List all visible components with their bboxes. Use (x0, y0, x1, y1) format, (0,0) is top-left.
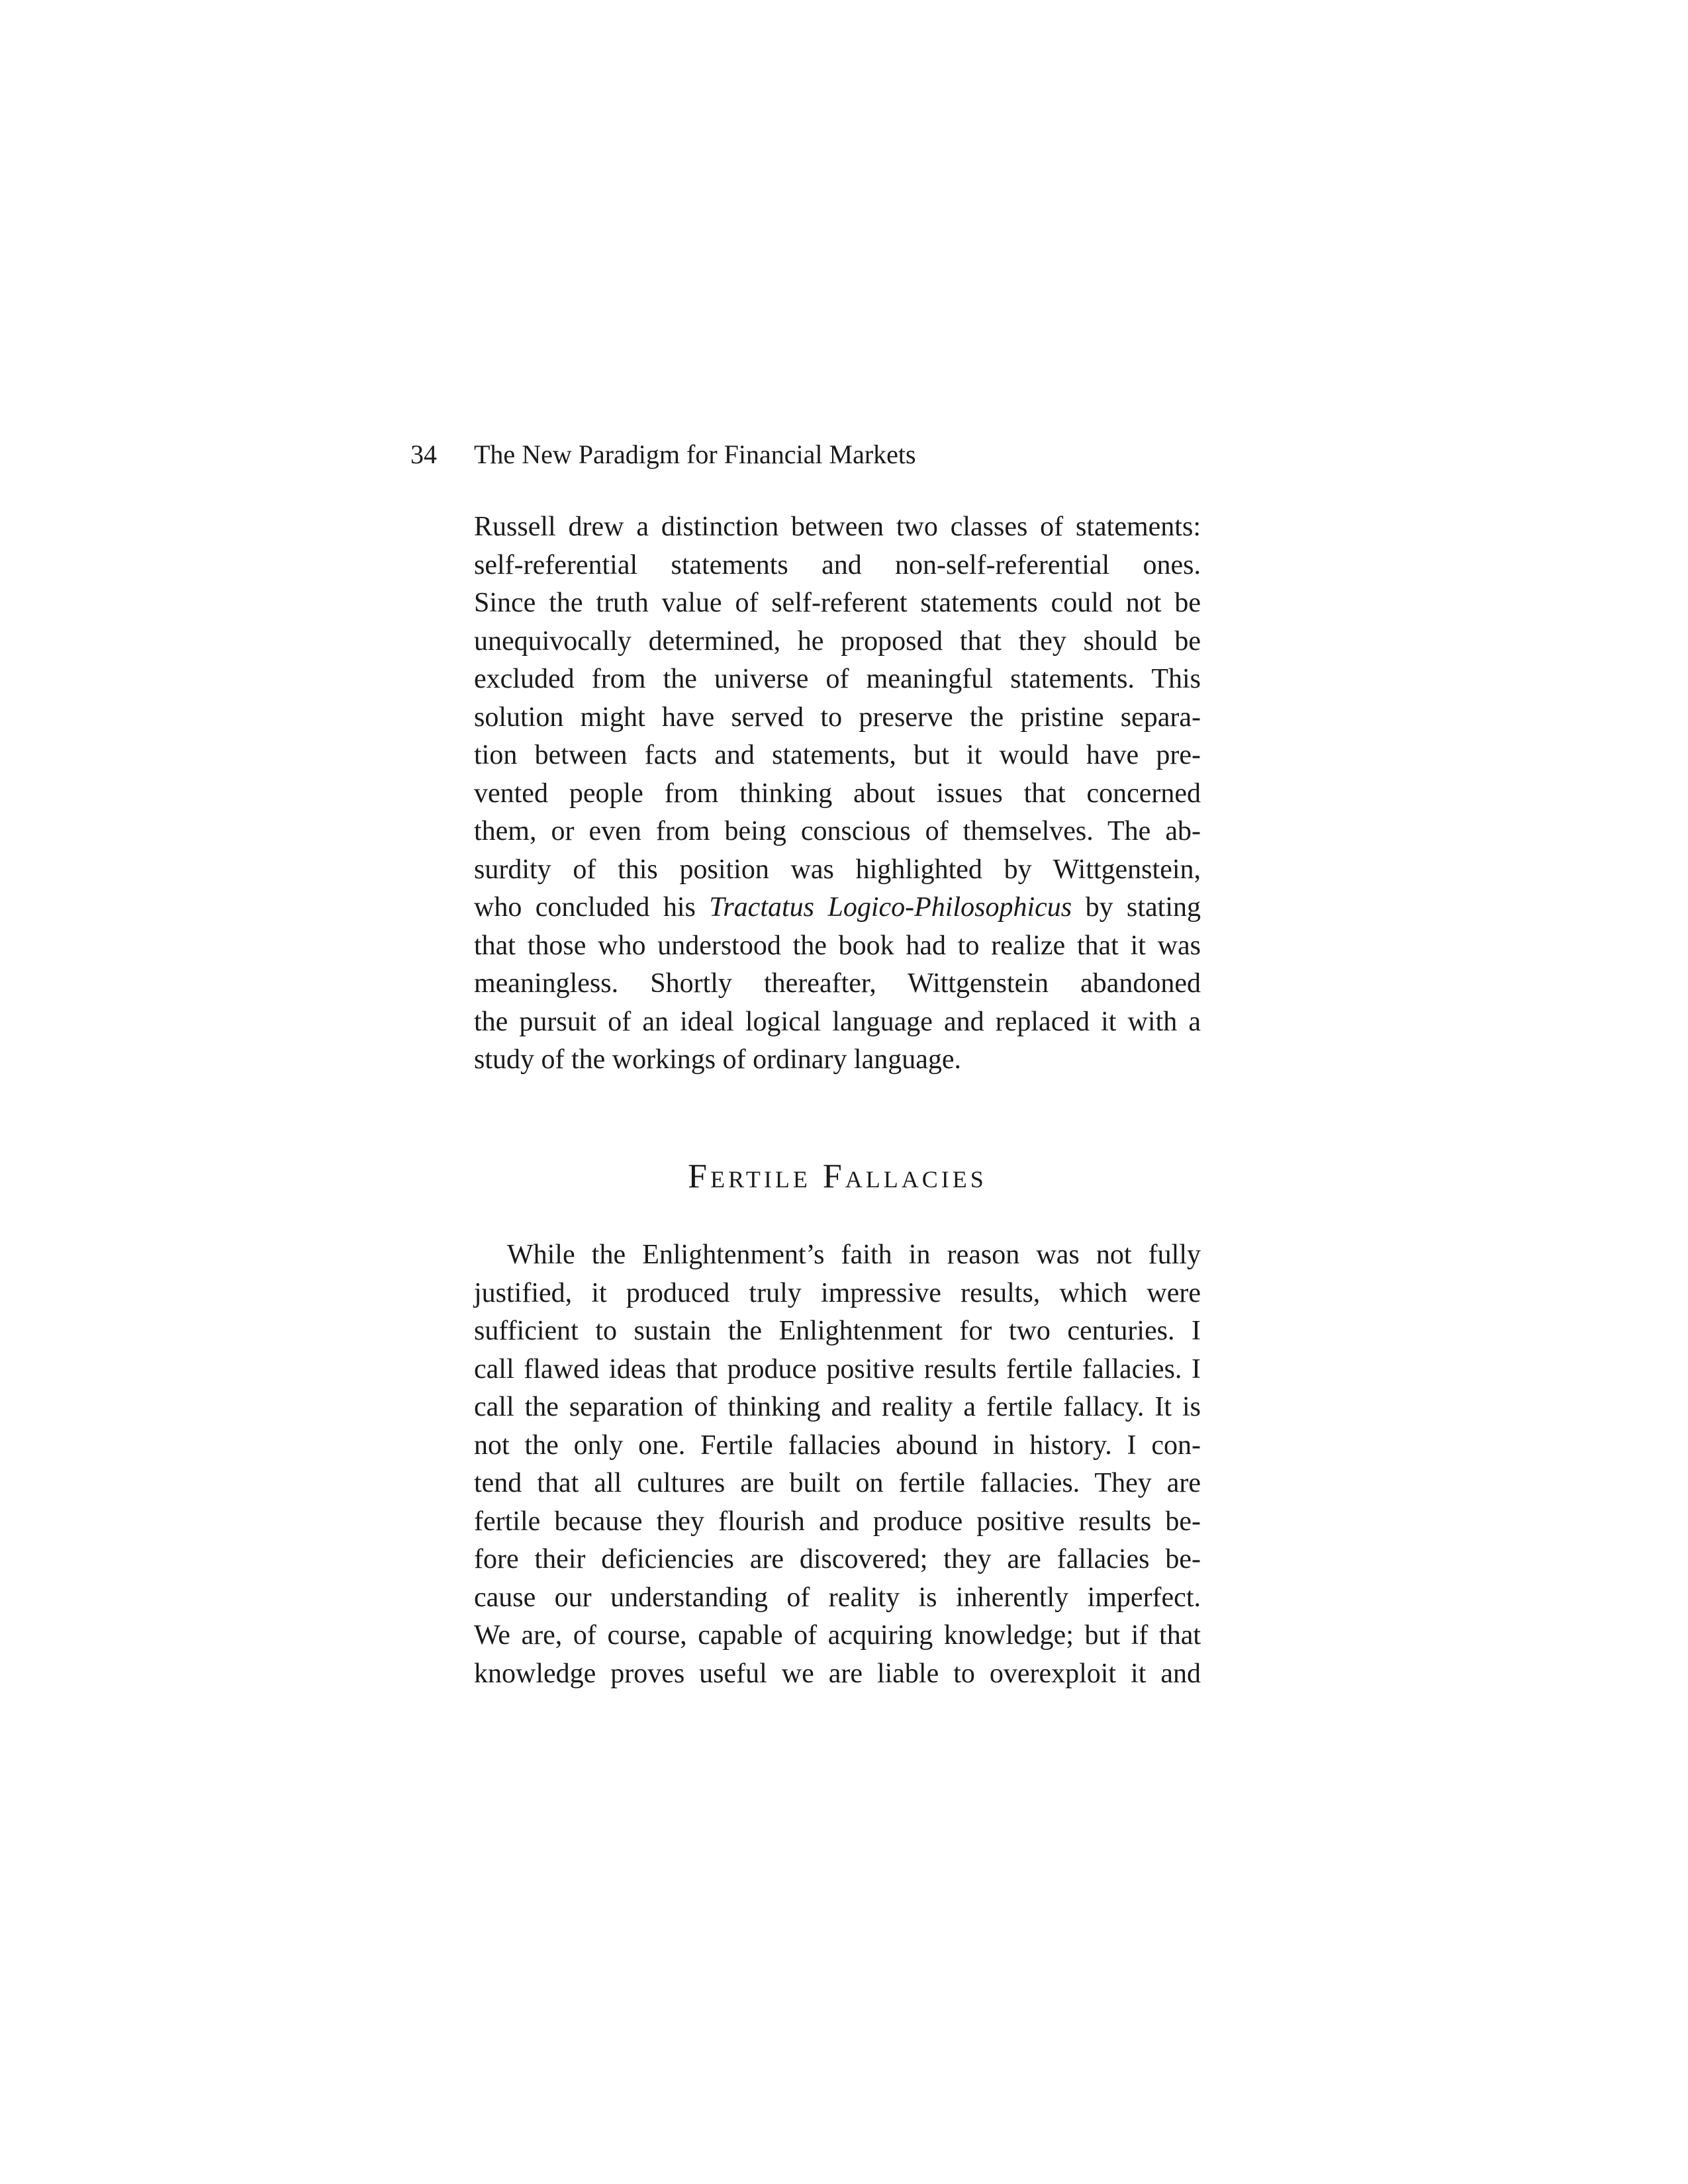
text-line: tend that all cultures are built on fertile fallacies. They are (474, 1468, 1201, 1498)
book-title: The New Paradigm for Financial Markets (474, 439, 916, 469)
text-line: them, or even from being conscious of themselves. The ab- (474, 816, 1201, 846)
text-line: meaningless. Shortly thereafter, Wittgenstein abandoned (474, 968, 1201, 999)
text-line: self-referential statements and non-self-referential ones. (474, 549, 1201, 580)
text-line: not the only one. Fertile fallacies abound in history. I con- (474, 1430, 1201, 1461)
text-line: that those who understood the book had to realize that it was (474, 930, 1201, 961)
text-fragment: who concluded his (474, 892, 696, 923)
text-line: solution might have served to preserve the pristine separa- (474, 702, 1201, 733)
text-line: surdity of this position was highlighted by Wittgenstein, (474, 854, 1201, 885)
text-fragment: by stating (1085, 892, 1201, 923)
paragraph-fertile-fallacies (474, 1236, 1201, 1693)
running-head (410, 432, 1205, 478)
text-line: call flawed ideas that produce positive results fertile fallacies. I (474, 1353, 1201, 1385)
text-line: study of the workings of ordinary language. (474, 1044, 962, 1075)
paragraph-russell-wittgenstein (474, 508, 1201, 1079)
text-line: sufficient to sustain the Enlightenment for two centuries. I (474, 1316, 1201, 1346)
text-line: excluded from the universe of meaningful statements. This (474, 664, 1201, 694)
text-line: We are, of course, capable of acquiring knowledge; but if that (474, 1620, 1201, 1651)
text-line: fertile because they flourish and produce positive results be- (474, 1506, 1201, 1537)
text-line: cause our understanding of reality is inherently imperfect. (474, 1582, 1201, 1613)
text-line: knowledge proves useful we are liable to overexploit it and (474, 1658, 1201, 1689)
text-line: justified, it produced truly impressive results, which were (474, 1277, 1201, 1308)
text-line: While the Enlightenment’s faith in reason was not fully (507, 1240, 1201, 1270)
text-line: tion between facts and statements, but it would have pre- (474, 740, 1201, 770)
page-number: 34 (410, 439, 437, 469)
book-title-italic: Tractatus Logico-Philosophicus (709, 892, 1072, 923)
text-line: vented people from thinking about issues that concerned (474, 778, 1201, 809)
text-line: fore their deficiencies are discovered; they are fallacies be- (474, 1544, 1201, 1574)
text-line: unequivocally determined, he proposed that they should be (474, 625, 1201, 657)
section-heading: Fertile Fallacies (688, 1158, 987, 1195)
text-line: Russell drew a distinction between two classes of statements: (474, 512, 1201, 542)
text-line: the pursuit of an ideal logical language and replaced it with a (474, 1006, 1201, 1037)
text-line-with-title (474, 889, 1201, 927)
text-line: call the separation of thinking and reality a fertile fallacy. It is (474, 1392, 1201, 1422)
text-line: Since the truth value of self-referent statements could not be (474, 588, 1201, 618)
